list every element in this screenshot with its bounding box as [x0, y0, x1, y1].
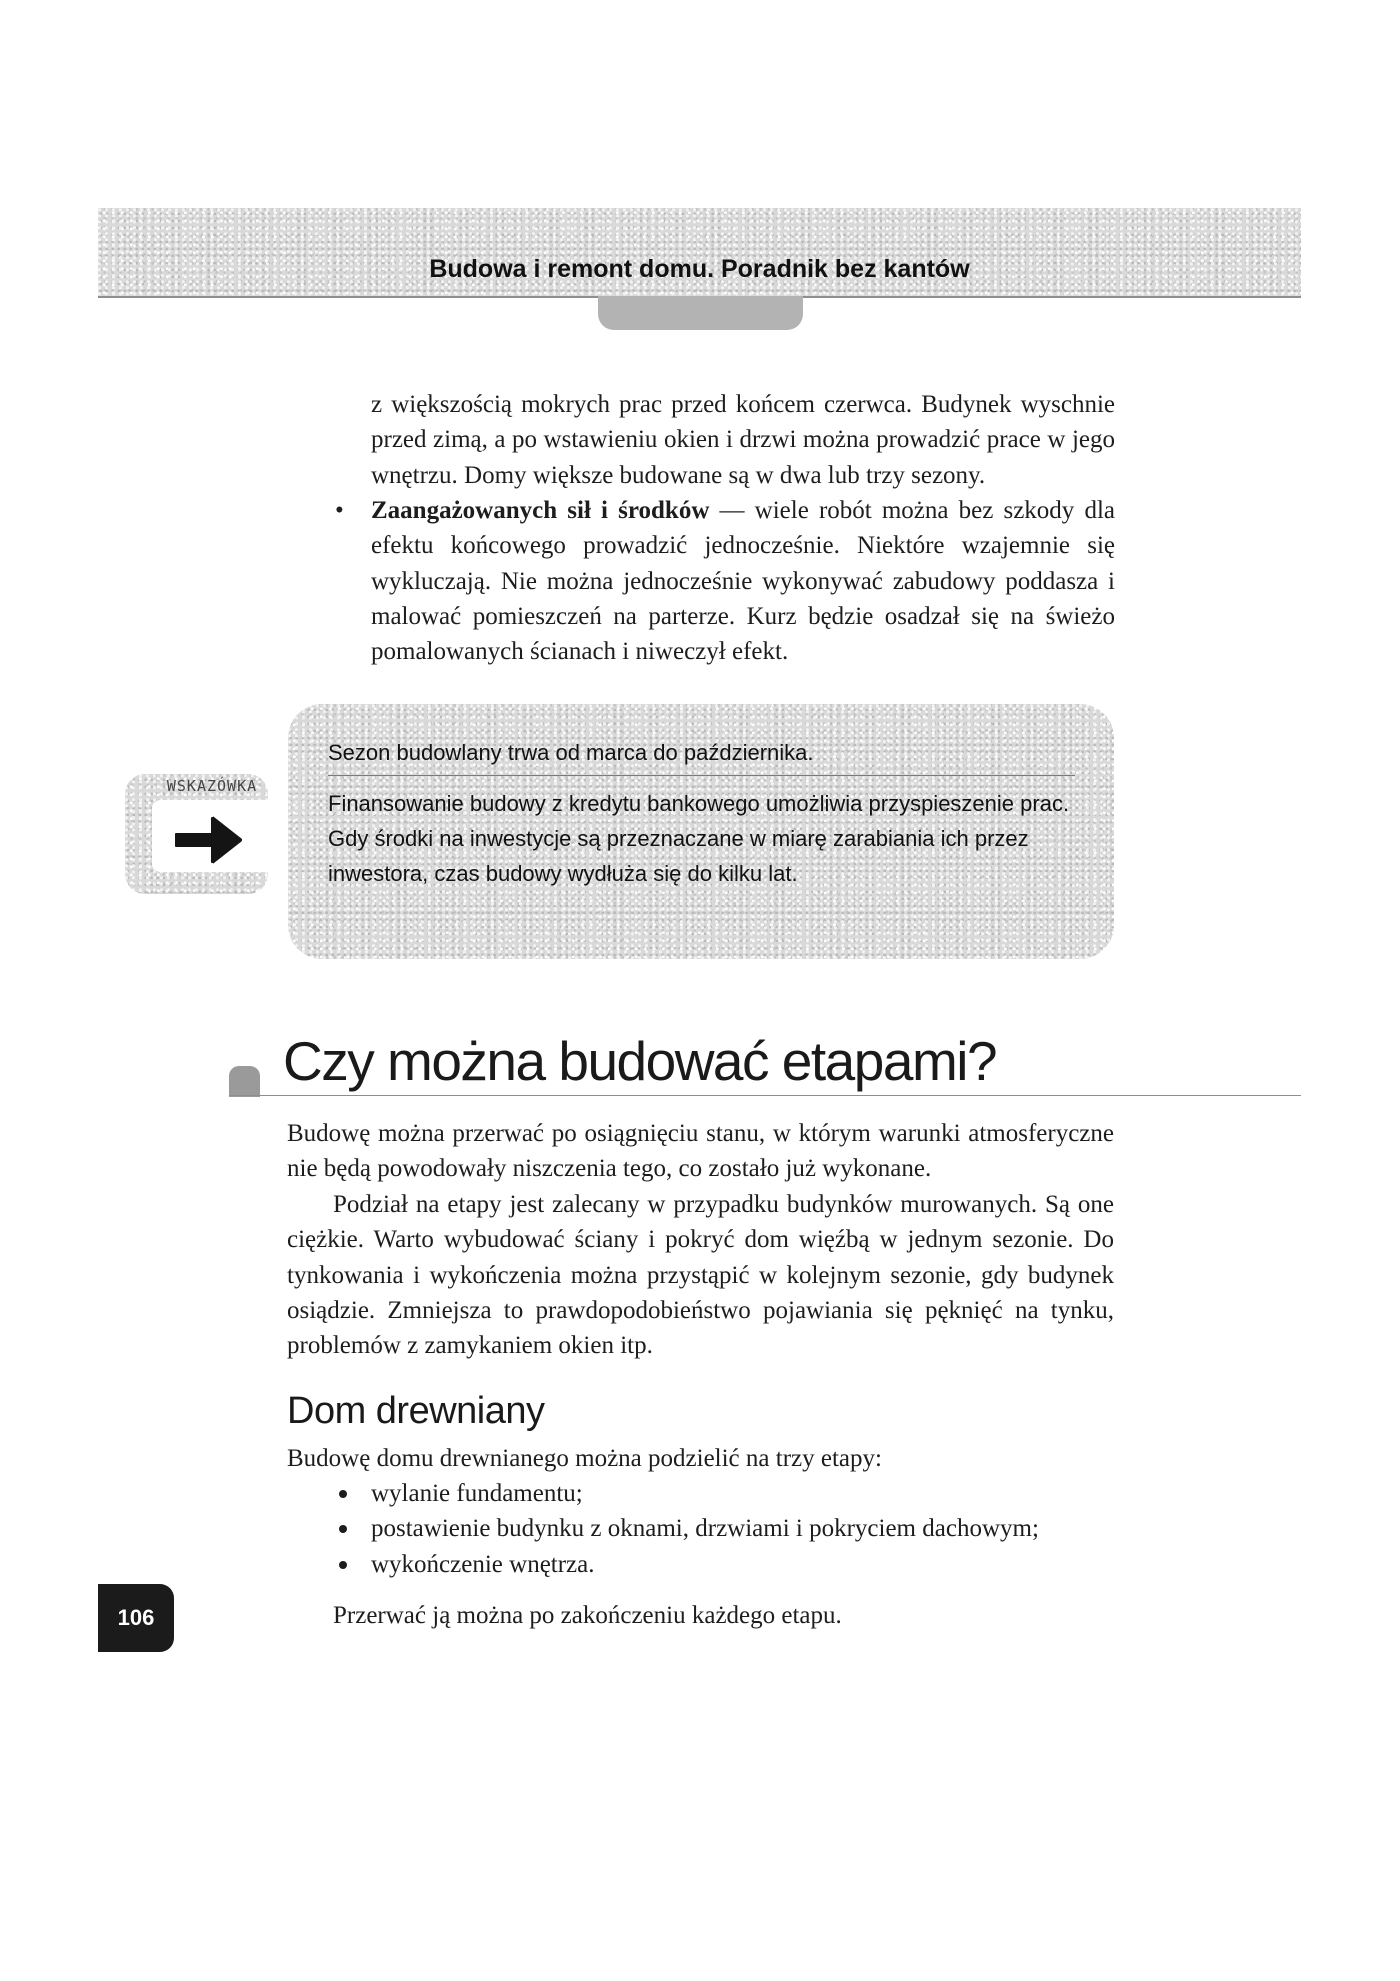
- header-tab: [598, 296, 803, 330]
- list-item-text: postawienie budynku z oknami, drzwiami i pokryciem dachowym;: [371, 1515, 1039, 1543]
- list-bullet: [339, 1525, 347, 1533]
- subsection-title: Dom drewniany: [287, 1390, 545, 1432]
- list-item-text: wykończenie wnętrza.: [371, 1550, 595, 1578]
- list-item: [287, 1511, 1114, 1546]
- list-item: [287, 1547, 1114, 1582]
- arrow-right-icon: [172, 812, 244, 868]
- tip-divider: [328, 775, 1075, 776]
- section-heading-marker: [229, 1066, 260, 1097]
- stages-list: [287, 1476, 1114, 1582]
- subsection-intro: Budowę domu drewnianego można podzielić na trzy etapy:: [287, 1445, 882, 1472]
- closing-paragraph: Przerwać ją można po zakończeniu każdego etapu.: [333, 1602, 842, 1629]
- section-rule: [229, 1095, 1301, 1096]
- bullet-term: Zaangażowanych sił i środków: [371, 497, 710, 524]
- hint-badge-label: WSKAZÓWKA: [166, 777, 258, 795]
- bullet-mark: •: [335, 497, 344, 524]
- list-bullet: [339, 1490, 347, 1498]
- running-header-title: Budowa i remont domu. Poradnik bez kantów: [429, 255, 970, 283]
- bullet-text: — wiele robót można bez szkody dla efektu końcowego prowadzić jednocześnie. Niektóre wzajemnie się wykluczają. Nie można jednocześnie wykonywać zabudowy poddasza i malować pomieszczeń na parterze. Kurz będzie osadzał się na świeżo pomalowanych ścianach i niweczył efekt.: [371, 497, 1115, 666]
- section-paragraph-2: Podział na etapy jest zalecany w przypadku budynków murowanych. Są one ciężkie. Warto wybudować ściany i pokryć dom więźbą w jednym sezonie. Do tynkowania i wykończenia można przystąpić w kolejnym sezonie, gdy budynek osiądzie. Zmniejsza to prawdopodobieństwo pojawiania się pęknięć na tynku, problemów z zamykaniem okien itp.: [287, 1191, 1114, 1360]
- list-bullet: [339, 1561, 347, 1569]
- page-number: 106: [98, 1584, 174, 1652]
- section-paragraph-1: Budowę można przerwać po osiągnięciu stanu, w którym warunki atmosferyczne nie będą powodowały niszczenia tego, co zostało już wykonane.: [287, 1120, 1114, 1183]
- section-title: Czy można budować etapami?: [283, 1030, 997, 1092]
- bullet-paragraph: [371, 493, 1115, 669]
- list-item-text: wylanie fundamentu;: [371, 1480, 583, 1507]
- tip-second-text: Finansowanie budowy z kredytu bankowego umożliwia przyspieszenie prac. Gdy środki na inwestycje są przeznaczane w miarę zarabiania ich przez inwestora, czas budowy wydłuża się do kilku lat.: [328, 791, 1070, 886]
- continuation-paragraph: z większością mokrych prac przed końcem czerwca. Budynek wyschnie przed zimą, a po wstawieniu okien i drzwi można prowadzić prace w jego wnętrzu. Domy większe budowane są w dwa lub trzy sezony.: [371, 391, 1115, 489]
- list-item: [287, 1476, 1114, 1511]
- tip-first-text: Sezon budowlany trwa od marca do października.: [328, 740, 814, 765]
